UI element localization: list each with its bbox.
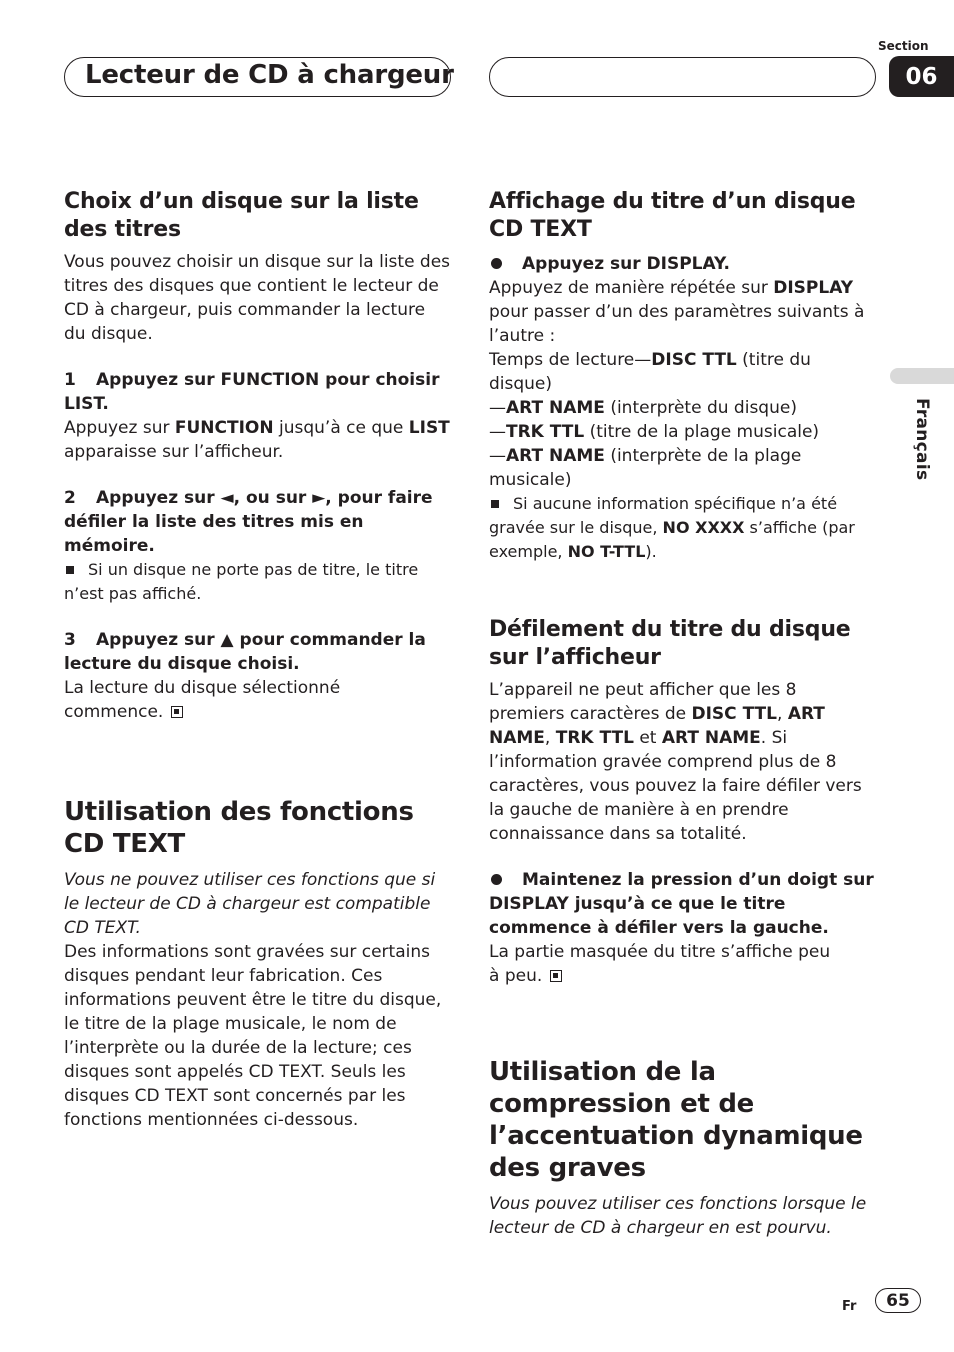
text: . Si l’information gravée comprend plus de 8 caractères, vous pouvez la faire défiler vers la gauche de manière à en prendre connaissance dans sa totalité. [489, 728, 862, 844]
section-heading-compression: Utilisation de la compression et de l’accentuation dynamique des graves [489, 1057, 863, 1183]
left-column [64, 188, 452, 1132]
bullet-item [489, 252, 877, 276]
list-line [489, 348, 877, 396]
section-heading-cd-text: Utilisation des fonctions CD TEXT [64, 797, 414, 859]
text-bold: ART NAME [506, 398, 605, 418]
text-bold: ART NAME [661, 728, 761, 748]
paragraph-italic: Vous pouvez utiliser ces fonctions lorsque le lecteur de CD à chargeur en est pourvu. [489, 1194, 867, 1238]
round-bullet-icon [491, 258, 502, 269]
text-bold: FUNCTION [174, 418, 274, 438]
section-number-badge: 06 [889, 56, 954, 97]
note [489, 492, 877, 564]
text-bold: DISPLAY [773, 278, 854, 298]
text: jusqu’à ce que [273, 418, 409, 438]
language-label: Français [912, 398, 932, 481]
section-label: Section [878, 39, 929, 53]
note [64, 558, 452, 606]
step-title: Appuyez sur ◄, ou sur ►, pour faire défiler la liste des titres mis en mémoire. [64, 488, 433, 556]
text: Temps de lecture— [489, 350, 652, 370]
text-bold: NO XXXX [662, 518, 745, 537]
text: ). [645, 542, 657, 561]
paragraph: Vous pouvez choisir un disque sur la liste des titres des disques que contient le lecteur de CD à chargeur, puis commander la lecture du disque. [64, 252, 451, 344]
step-1 [64, 368, 452, 416]
text: (titre de la plage musicale) [584, 422, 820, 442]
text-bold: ART NAME [506, 446, 605, 466]
text: , [544, 728, 556, 748]
step-title: Appuyez sur ▲ pour commander la lecture du disque choisi. [64, 630, 426, 674]
text: pour passer d’un des paramètres suivants à l’autre : [489, 302, 865, 346]
bullet-text: Appuyez sur DISPLAY. [522, 254, 731, 274]
page-number: 65 [875, 1288, 921, 1313]
bullet-item [489, 868, 877, 940]
step-number: 1 [64, 370, 76, 390]
paragraph [489, 276, 877, 348]
square-bullet-icon [491, 500, 499, 508]
header-title-frame [64, 57, 454, 97]
text: (titre du disque) [489, 350, 811, 394]
section-heading-title-scroll: Défilement du titre du disque sur l’afficheur [489, 617, 851, 670]
paragraph [489, 940, 839, 988]
text: La partie masquée du titre s’affiche peu à peu. [489, 942, 831, 986]
text: (interprète du disque) [604, 398, 797, 418]
text: s’affiche (par exemple, [489, 518, 855, 561]
right-column [489, 188, 877, 1240]
paragraph [64, 416, 452, 464]
header-blank-frame [489, 57, 876, 97]
text-bold: DISC TTL [691, 704, 777, 724]
text: Si aucune information spécifique n’a été gravée sur le disque, [489, 494, 838, 537]
page-title: Lecteur de CD à chargeur [85, 60, 454, 90]
paragraph [489, 678, 877, 846]
end-mark-icon [171, 706, 183, 718]
text: (interprète de la plage musicale) [489, 446, 802, 490]
step-3 [64, 628, 452, 676]
text-bold: TRK TTL [555, 728, 634, 748]
step-title: Appuyez sur FUNCTION pour choisir LIST. [64, 370, 440, 414]
text-bold: DISC TTL [651, 350, 737, 370]
list-line [489, 396, 877, 420]
footer-language-code: Fr [842, 1299, 857, 1314]
text-bold: TRK TTL [506, 422, 585, 442]
paragraph-italic: Vous ne pouvez utiliser ces fonctions que si le lecteur de CD à chargeur est compatible CD TEXT. [64, 870, 436, 938]
text: L’appareil ne peut afficher que les 8 premiers caractères de [489, 680, 797, 724]
square-bullet-icon [66, 566, 74, 574]
section-heading-title-display: Affichage du titre d’un disque CD TEXT [489, 189, 856, 242]
text: — [489, 422, 506, 442]
text: La lecture du disque sélectionné commence. [64, 678, 341, 722]
language-tab [890, 368, 954, 384]
section-heading-disc-list: Choix d’un disque sur la liste des titres [64, 189, 419, 242]
text-bold: NO T-TTL [567, 542, 646, 561]
text-bold: ART NAME [489, 704, 825, 748]
paragraph [64, 676, 354, 724]
step-number: 3 [64, 630, 76, 650]
text: — [489, 398, 506, 418]
text: Appuyez de manière répétée sur [489, 278, 774, 298]
note-text: Si un disque ne porte pas de titre, le titre n’est pas affiché. [64, 560, 419, 603]
text: apparaisse sur l’afficheur. [64, 442, 284, 462]
text: Appuyez sur [64, 418, 175, 438]
bullet-text: Maintenez la pression d’un doigt sur DISPLAY jusqu’à ce que le titre commence à défiler vers la gauche. [489, 870, 874, 938]
text-bold: LIST [408, 418, 450, 438]
end-mark-icon [550, 970, 562, 982]
list-line [489, 420, 877, 444]
text: et [633, 728, 662, 748]
step-2 [64, 486, 452, 558]
paragraph: Des informations sont gravées sur certains disques pendant leur fabrication. Ces informations peuvent être le titre du disque, le titre de la plage musicale, le nom de l’interprète ou la durée de la lecture; ces disques sont appelés CD TEXT. Seuls les disques CD TEXT sont concernés par les fonctions mentionnées ci-dessous. [64, 942, 442, 1130]
text: — [489, 446, 506, 466]
text: , [777, 704, 788, 724]
round-bullet-icon [491, 874, 502, 885]
step-number: 2 [64, 488, 76, 508]
list-line [489, 444, 877, 492]
